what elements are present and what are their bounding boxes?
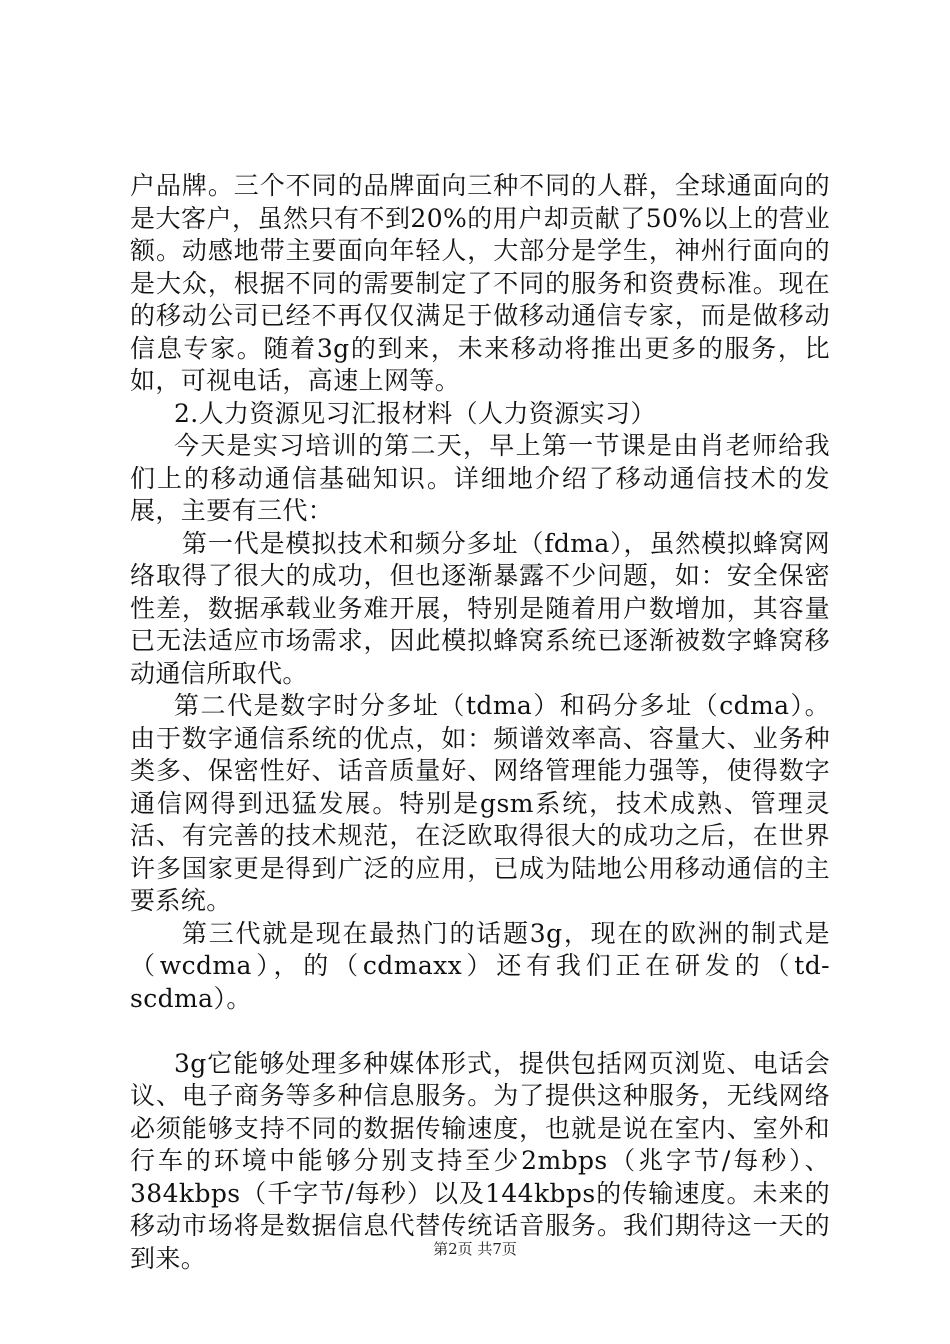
section-heading: 2.人力资源见习汇报材料（人力资源实习） xyxy=(174,398,656,428)
paragraph-first-generation: 第一代是模拟技术和频分多址（fdma），虽然模拟蜂窝网络取得了很大的成功，但也逐渐暴露不少问题，如：安全保密性差，数据承载业务难开展，特别是随着用户数增加，其容量已无法适应市场需求，因此模拟蜂窝系统已逐渐被数字蜂窝移动通信所取代。 xyxy=(130,528,830,688)
paragraph-second-generation: 第二代是数字时分多址（tdma）和码分多址（cdma）。由于数字通信系统的优点，如：频谱效率高、容量大、业务种类多、保密性好、话音质量好、网络管理能力强等，使得数字通信网得到迅猛发展。特别是gsm系统，技术成熟、管理灵活、有完善的技术规范，在泛欧取得很大的成功之后，在世界许多国家更是得到广泛的应用，已成为陆地公用移动通信的主要系统。 xyxy=(130,691,830,915)
document-body xyxy=(130,170,830,1275)
paragraph-spacer xyxy=(130,1015,830,1048)
paragraph-intro: 今天是实习培训的第二天，早上第一节课是由肖老师给我们上的移动通信基础知识。详细地介绍了移动通信技术的发展，主要有三代： xyxy=(130,431,830,525)
page-number-footer: 第2页 共7页 xyxy=(433,1240,517,1258)
paragraph-brands: 户品牌。三个不同的品牌面向三种不同的人群，全球通面向的是大客户，虽然只有不到20%的用户却贡献了50%以上的营业额。动感地带主要面向年轻人，大部分是学生，神州行面向的是大众，根据不同的需要制定了不同的服务和资费标准。现在的移动公司已经不再仅仅满足于做移动通信专家，而是做移动信息专家。随着3g的到来，未来移动将推出更多的服务，比如，可视电话，高速上网等。 xyxy=(130,171,830,395)
paragraph-3g-services: 3g它能够处理多种媒体形式，提供包括网页浏览、电话会议、电子商务等多种信息服务。为了提供这种服务，无线网络必须能够支持不同的数据传输速度，也就是说在室内、室外和行车的环境中能够分别支持至少2mbps（兆字节/每秒）、384kbps（千字节/每秒）以及144kbps的传输速度。未来的移动市场将是数据信息代替传统话音服务。我们期待这一天的到来。 xyxy=(130,1048,830,1273)
paragraph-third-generation: 第三代就是现在最热门的话题3g，现在的欧洲的制式是（wcdma），的（cdmaxx）还有我们正在研发的（td-scdma）。 xyxy=(130,918,830,1013)
